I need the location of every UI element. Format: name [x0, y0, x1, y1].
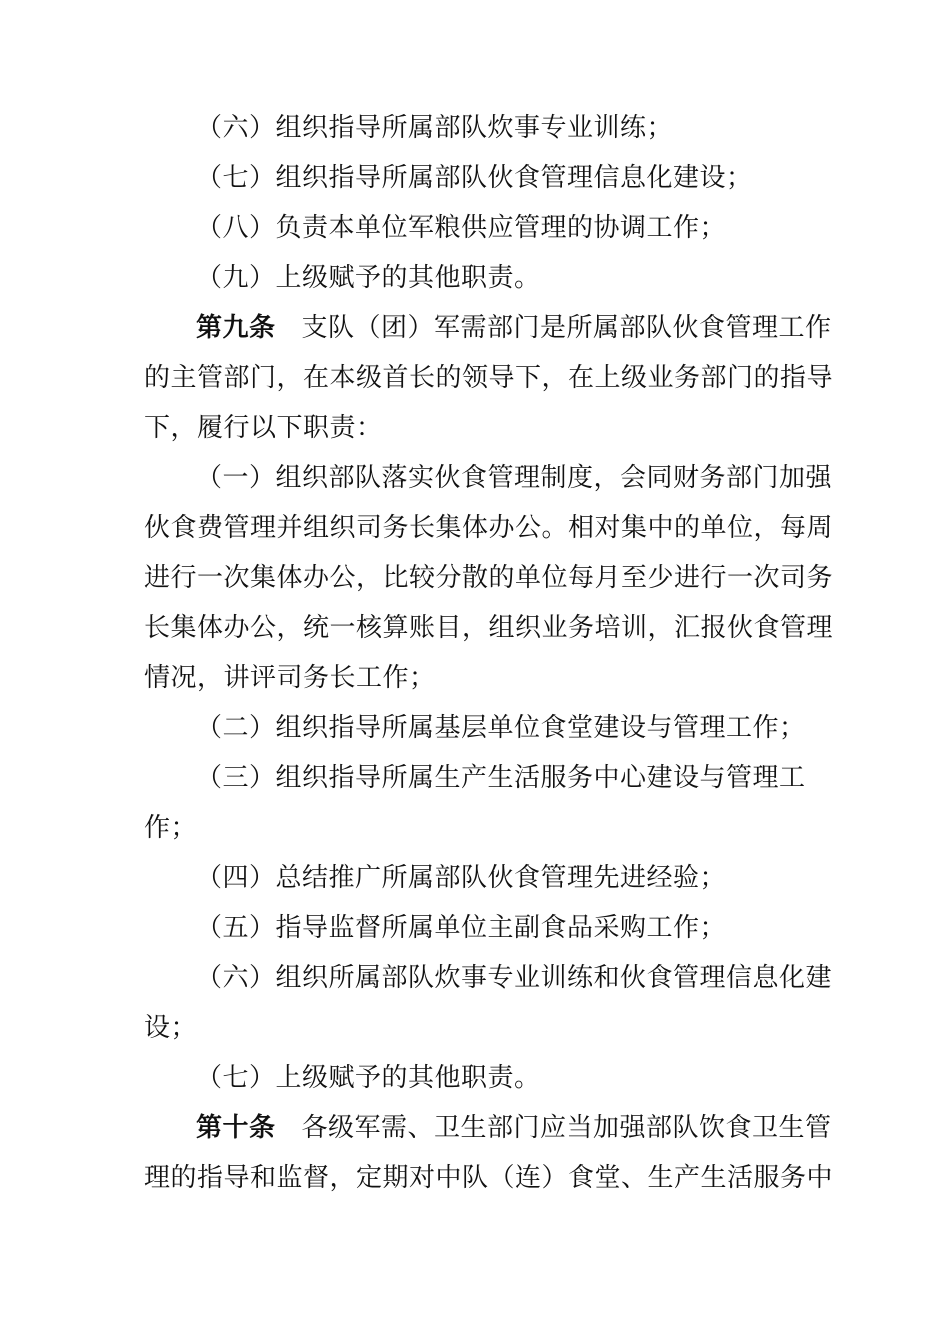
article-9-heading: 第九条 [196, 313, 276, 343]
article-9-text: 支队（团）军需部门是所属部队伙食管理工作 [301, 313, 832, 343]
paragraph-line: （九）上级赋予的其他职责。 [196, 263, 541, 293]
paragraph-line: 下，履行以下职责： [144, 413, 383, 443]
paragraph-line: 长集体办公，统一核算账目，组织业务培训，汇报伙食管理 [144, 613, 834, 643]
paragraph-line: 情况，讲评司务长工作； [144, 663, 436, 693]
paragraph-line: （七）组织指导所属部队伙食管理信息化建设； [196, 163, 753, 193]
paragraph-line: 作； [144, 813, 198, 843]
paragraph-line: 理的指导和监督，定期对中队（连）食堂、生产生活服务中 [144, 1163, 834, 1193]
paragraph-line: 伙食费管理并组织司务长集体办公。相对集中的单位，每周 [144, 513, 834, 543]
paragraph-line: （二）组织指导所属基层单位食堂建设与管理工作； [196, 713, 806, 743]
paragraph-line: （八）负责本单位军粮供应管理的协调工作； [196, 213, 727, 243]
paragraph-line: （三）组织指导所属生产生活服务中心建设与管理工 [196, 763, 806, 793]
article-10-text: 各级军需、卫生部门应当加强部队饮食卫生管 [301, 1113, 832, 1143]
paragraph-line: 进行一次集体办公，比较分散的单位每月至少进行一次司务 [144, 563, 834, 593]
paragraph-line: （五）指导监督所属单位主副食品采购工作； [196, 913, 727, 943]
paragraph-line: （六）组织所属部队炊事专业训练和伙食管理信息化建 [196, 963, 833, 993]
paragraph-line: 的主管部门，在本级首长的领导下，在上级业务部门的指导 [144, 363, 834, 393]
paragraph-line: （四）总结推广所属部队伙食管理先进经验； [196, 863, 727, 893]
paragraph-line: （七）上级赋予的其他职责。 [196, 1063, 541, 1093]
paragraph-line: （一）组织部队落实伙食管理制度，会同财务部门加强 [196, 463, 833, 493]
paragraph-line: （六）组织指导所属部队炊事专业训练； [196, 113, 674, 143]
article-9-first-line [196, 308, 832, 348]
article-10-first-line [196, 1108, 832, 1148]
article-10-heading: 第十条 [196, 1113, 276, 1143]
paragraph-line: 设； [144, 1013, 198, 1043]
